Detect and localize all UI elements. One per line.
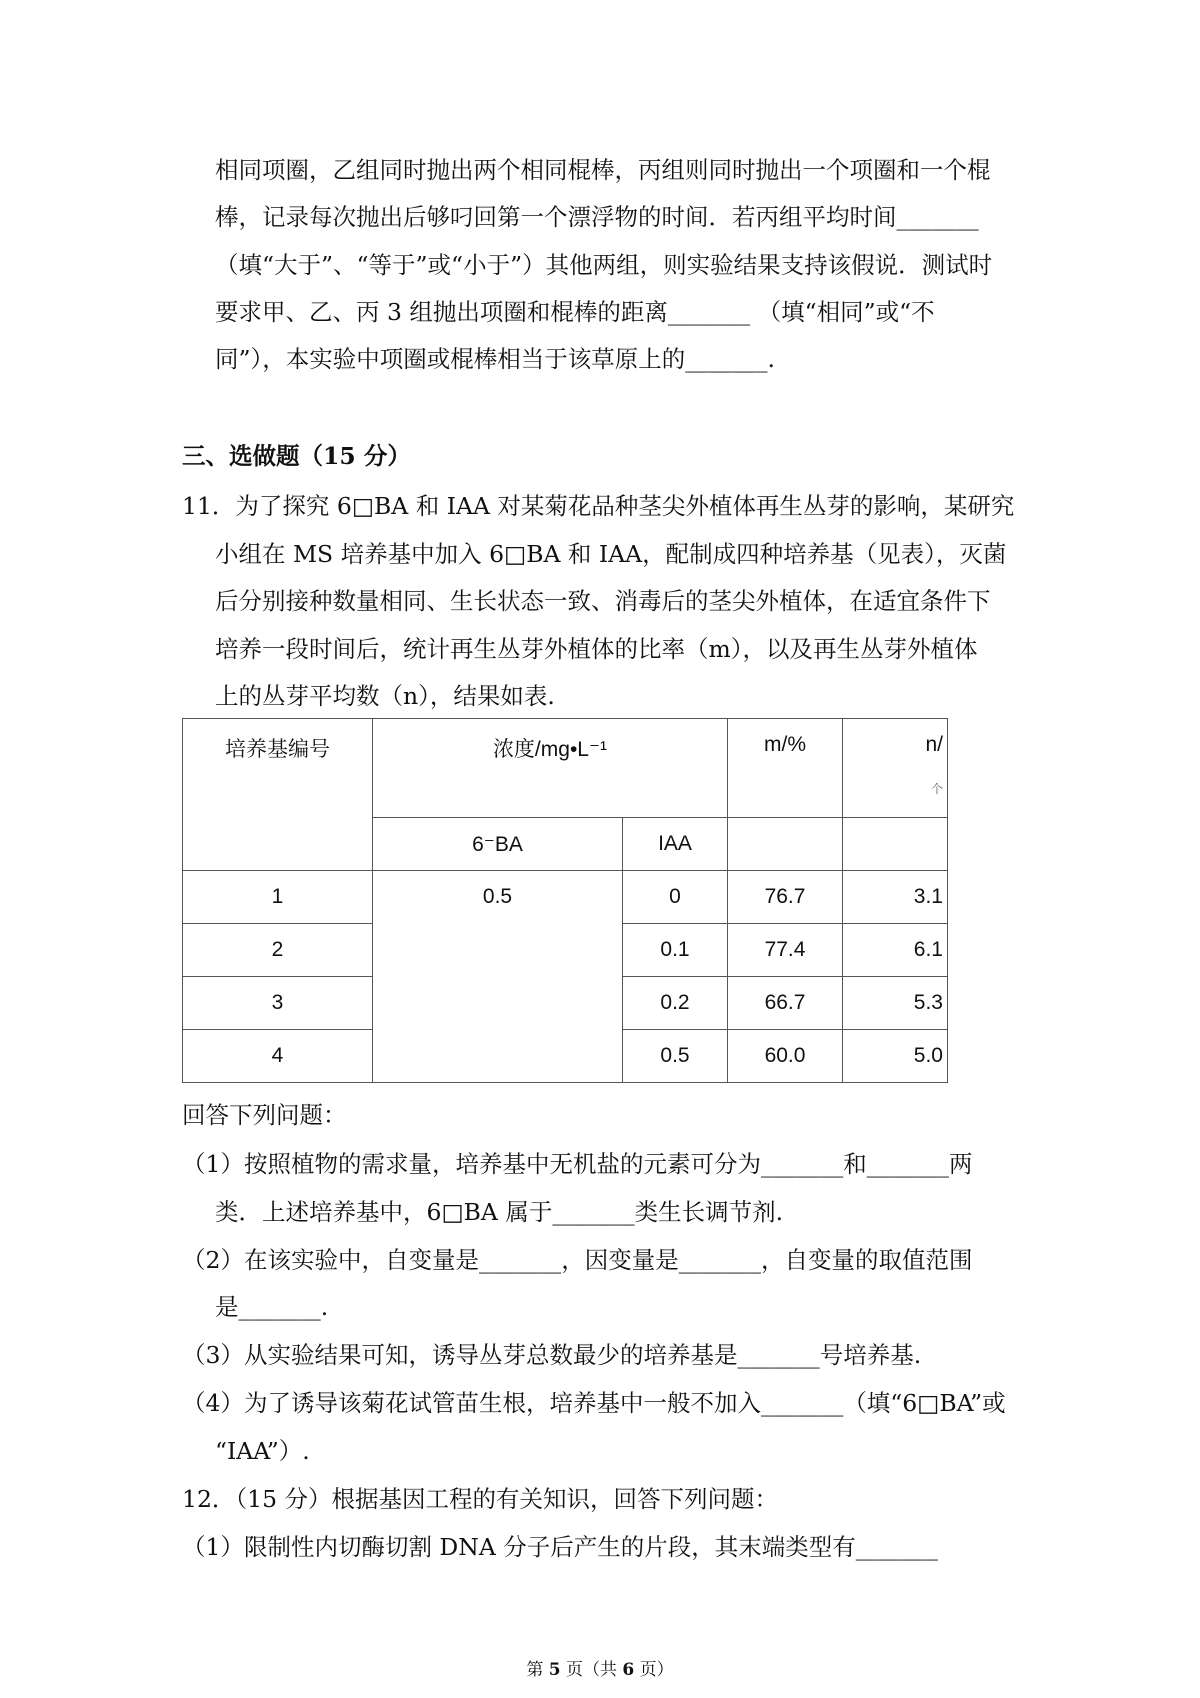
header-iaa: IAA <box>623 818 728 871</box>
part-1-line-2: 类．上述培养基中，6□BA 属于_______类生长调节剂. <box>215 1198 784 1226</box>
header-n-tail: 个 <box>930 783 943 795</box>
part-1-line-1: （1）按照植物的需求量，培养基中无机盐的元素可分为_______和_______两 <box>182 1150 973 1178</box>
header-m-empty <box>728 818 843 871</box>
row-iaa: 0 <box>623 871 728 924</box>
q10-line-2: 棒，记录每次抛出后够叼回第一个漂浮物的时间．若丙组平均时间_______ <box>215 203 979 231</box>
row-n: 3.1 <box>843 871 948 924</box>
q12-line-1: 12．（15 分）根据基因工程的有关知识，回答下列问题： <box>182 1485 779 1513</box>
q12-line-2: （1）限制性内切酶切割 DNA 分子后产生的片段，其末端类型有_______ <box>182 1533 939 1561</box>
header-medium-no: 培养基编号 <box>183 719 373 871</box>
footer-prefix: 第 <box>526 1660 549 1680</box>
q11-line-5: 上的丛芽平均数（n），结果如表. <box>215 682 555 710</box>
row-iaa: 0.2 <box>623 977 728 1030</box>
part-3-line-1: （3）从实验结果可知，诱导丛芽总数最少的培养基是_______号培养基. <box>182 1341 922 1369</box>
row-no: 3 <box>183 977 373 1030</box>
row-m: 76.7 <box>728 871 843 924</box>
q10-line-4: 要求甲、乙、丙 3 组抛出项圈和棍棒的距离_______ （填“相同”或“不 <box>215 298 935 326</box>
row-n: 5.3 <box>843 977 948 1030</box>
footer-suffix: 页） <box>634 1660 674 1680</box>
header-n-empty <box>843 818 948 871</box>
part-2-line-2: 是_______. <box>215 1293 329 1321</box>
row-n: 6.1 <box>843 924 948 977</box>
q10-line-5: 同”），本实验中项圈或棍棒相当于该草原上的_______. <box>215 345 775 373</box>
q11-line-1: 11．为了探究 6□BA 和 IAA 对某菊花品种茎尖外植体再生丛芽的影响，某研究 <box>182 492 1015 520</box>
row-n: 5.0 <box>843 1030 948 1083</box>
row-iaa: 0.5 <box>623 1030 728 1083</box>
row-m: 66.7 <box>728 977 843 1030</box>
section-heading: 三、选做题（15 分） <box>182 442 411 470</box>
part-4-line-1: （4）为了诱导该菊花试管苗生根，培养基中一般不加入_______（填“6□BA”或 <box>182 1389 1006 1417</box>
row-no: 4 <box>183 1030 373 1083</box>
header-m: m/% <box>728 719 843 818</box>
q10-line-3: （填“大于”、“等于”或“小于”）其他两组，则实验结果支持该假说．测试时 <box>215 251 993 279</box>
row-m: 60.0 <box>728 1030 843 1083</box>
header-concentration: 浓度/mg•L⁻¹ <box>373 719 728 818</box>
footer-page-number: 5 <box>548 1660 561 1680</box>
header-ba: 6⁻BA <box>373 818 623 871</box>
page-footer <box>0 1655 1200 1680</box>
header-n <box>843 719 948 818</box>
part-2-line-1: （2）在该实验中，自变量是_______，因变量是_______，自变量的取值范围 <box>182 1246 973 1274</box>
table-row <box>183 871 948 924</box>
ba-value: 0.5 <box>373 871 623 1083</box>
q10-line-1: 相同项圈，乙组同时抛出两个相同棍棒，丙组则同时抛出一个项圈和一个棍 <box>215 156 991 184</box>
part-4-line-2: “IAA”）. <box>215 1437 310 1465</box>
results-table <box>182 718 948 1083</box>
row-m: 77.4 <box>728 924 843 977</box>
footer-total-pages: 6 <box>622 1660 635 1680</box>
q11-line-2: 小组在 MS 培养基中加入 6□BA 和 IAA，配制成四种培养基（见表），灭菌 <box>215 540 1007 568</box>
results-table-wrap <box>182 718 947 1089</box>
answer-prompt: 回答下列问题： <box>182 1101 347 1129</box>
footer-middle: 页（共 <box>560 1660 623 1680</box>
q11-line-3: 后分别接种数量相同、生长状态一致、消毒后的茎尖外植体，在适宜条件下 <box>215 587 991 615</box>
row-no: 2 <box>183 924 373 977</box>
row-iaa: 0.1 <box>623 924 728 977</box>
header-n-label: n/ <box>925 733 943 756</box>
q11-line-4: 培养一段时间后，统计再生丛芽外植体的比率（m），以及再生丛芽外植体 <box>215 635 978 663</box>
row-no: 1 <box>183 871 373 924</box>
